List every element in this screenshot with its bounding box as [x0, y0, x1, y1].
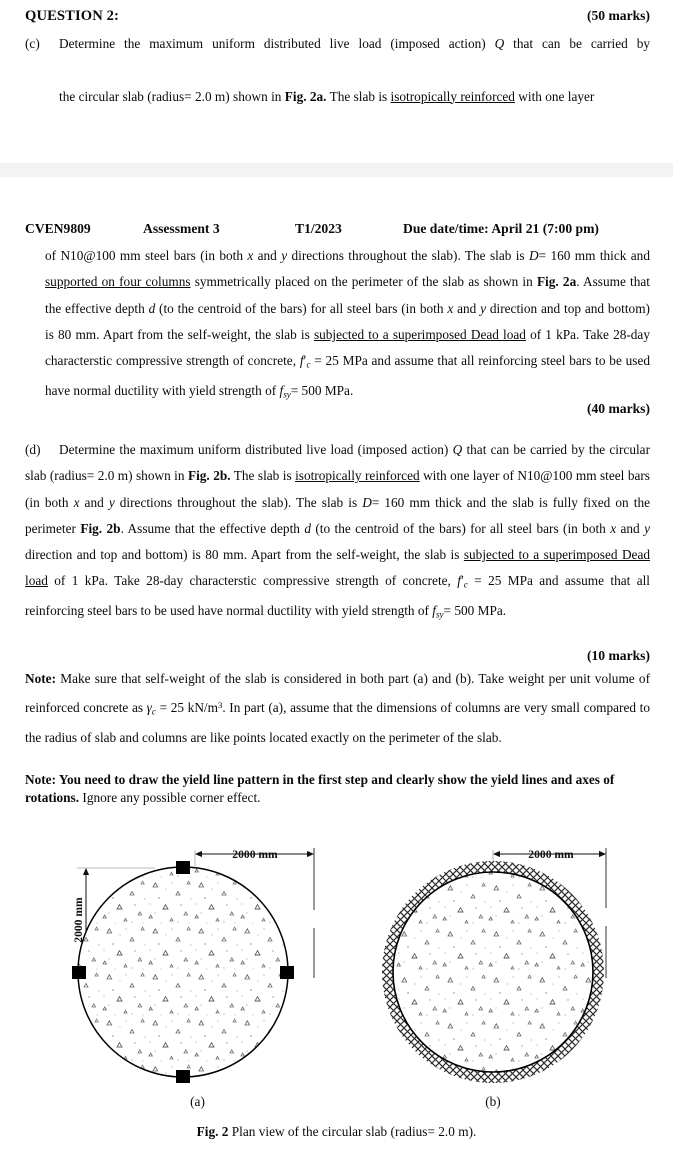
part-c-continuation — [45, 243, 650, 408]
note-1 — [25, 666, 650, 752]
part-c-underline-iso: isotropically reinforced — [390, 88, 515, 104]
page-break-separator — [0, 163, 673, 177]
part-c-text-a: Determine the maximum uniform distributed live load (imposed action) — [59, 36, 495, 51]
note-1-s3: . In part (a), assume that the dimensions of columns are very small compared to the radius of slab and columns are like points located exactly on the perimeter of the slab. — [25, 700, 650, 746]
fig-a-horizontal-dimension: 2000 mm — [232, 848, 278, 861]
pcc-fsy: f — [279, 383, 284, 399]
fig-a-vertical-dimension: 2000 mm — [72, 897, 85, 943]
pcc-s8: direction and top and bottom) is 80 mm. Apart from the self-weight, the slab is — [45, 300, 650, 342]
note-2-rest: Ignore any possible corner effect. — [79, 789, 261, 805]
course-header — [25, 221, 650, 237]
pcc-s11: = 500 MPa. — [290, 383, 354, 399]
pd-Q: Q — [452, 442, 463, 457]
figure-title-rest: Plan view of the circular slab (radius= 2.0 m). — [228, 1124, 477, 1139]
figure-2b-drawing — [348, 832, 638, 1094]
fig-a-caption: (a) — [190, 1094, 205, 1109]
figure-title-bold: Fig. 2 — [196, 1124, 229, 1139]
part-c-text-b: that can be carried by — [504, 36, 650, 51]
figure-2a-drawing — [55, 832, 340, 1094]
due-datetime: Due date/time: April 21 (7:00 pm) — [403, 221, 599, 236]
pd-s10: direction and top and bottom) is 80 mm. Apart from the self-weight, the slab is — [25, 547, 464, 563]
pd-s5b: and — [616, 520, 645, 536]
pd-D: D — [362, 494, 372, 510]
pd-x2: x — [610, 520, 617, 536]
part-c-text-d: The slab is — [326, 88, 391, 104]
pd-s4: with one layer of N10@100 mm steel bars (in both — [25, 468, 650, 510]
pcc-s9: of 1 kPa. Take 28-day characterstic compressive strength of concrete, — [45, 326, 650, 369]
pcc-s6: . Assume that the effective depth — [45, 274, 650, 316]
column-west — [72, 966, 86, 979]
pd-fc-sub: c — [463, 580, 468, 591]
note-2-bold: Note: You need to draw the yield line pattern in the first step and clearly show the yield lines and axes of rotations. — [25, 772, 615, 805]
pd-fsy-sub: sy — [436, 609, 444, 620]
question-marks: (50 marks) — [586, 8, 650, 23]
column-south — [176, 1070, 190, 1083]
pcc-s5: symmetrically placed on the perimeter of the slab as shown in — [190, 274, 537, 290]
pd-underline-dead: subjected to a superimposed Dead load — [25, 547, 650, 589]
part-d-label: (d) — [25, 442, 41, 457]
figure-title — [0, 1124, 673, 1140]
part-c-paragraph — [25, 31, 650, 110]
part-c-text-e: with one layer — [514, 88, 595, 104]
pcc-fc: f — [299, 353, 304, 369]
pd-x: x — [73, 494, 80, 510]
pcc-fc-sub: c — [306, 359, 311, 370]
pd-underline-iso: isotropically reinforced — [295, 468, 420, 484]
note-1-label: Note: — [25, 671, 57, 686]
pcc-underline-columns: supported on four columns — [45, 274, 191, 290]
part-c-label: (c) — [25, 36, 40, 51]
pd-fsy: f — [432, 603, 436, 619]
figure-2a — [55, 832, 340, 1109]
pcc-D: D — [528, 248, 539, 263]
part-c-figref: Fig. 2a. — [284, 88, 327, 104]
pd-fc-prime: ′ — [460, 573, 464, 589]
pd-s2: that can be carried by the circular slab (radius= 2.0 m) shown in — [25, 442, 650, 484]
pcc-s2b: and — [453, 300, 481, 316]
note-1-sup3: 3 — [217, 700, 223, 711]
pcc-s7: (to the centroid of the bars) for all steel bars (in both — [155, 300, 448, 316]
pd-s5: and — [79, 494, 109, 510]
pcc-x: x — [247, 248, 254, 263]
note-1-gamma-sub: c — [151, 707, 156, 718]
pcc-fc-prime: ′ — [303, 353, 307, 369]
pd-s8: . Assume that the effective depth — [120, 520, 305, 536]
pd-s7: = 160 mm thick and the slab is fully fixed on the perimeter — [25, 494, 650, 536]
note-1-s2: = 25 kN/m — [155, 700, 218, 716]
part-d-marks: (10 marks) — [586, 648, 650, 663]
pcc-y: y — [281, 248, 288, 263]
course-code: CVEN9809 — [25, 221, 91, 236]
pcc-figref: Fig. 2a — [536, 274, 577, 290]
part-c-marks: (40 marks) — [586, 401, 650, 416]
part-c-var-Q: Q — [494, 36, 505, 51]
pd-s1: Determine the maximum uniform distributed live load (imposed action) — [59, 442, 453, 457]
pd-d: d — [304, 520, 311, 536]
fig-b-caption: (b) — [485, 1094, 501, 1109]
pd-s12: = 25 MPa and assume that all reinforcing steel bars to be used have normal ductility with yield strength of — [25, 573, 650, 619]
part-d-paragraph — [25, 437, 650, 628]
pcc-y2: y — [480, 300, 487, 316]
pcc-s2: and — [253, 248, 282, 263]
pcc-s3: directions throughout the slab). The slab is — [287, 248, 529, 263]
note-2 — [25, 771, 650, 806]
pd-s3: The slab is — [230, 468, 296, 484]
pd-fc: f — [457, 573, 461, 589]
term-label: T1/2023 — [295, 221, 342, 236]
pd-y2: y — [644, 520, 650, 536]
pd-s6: directions throughout the slab). The slab is — [114, 494, 363, 510]
column-north — [176, 861, 190, 874]
pd-y: y — [108, 494, 115, 510]
pcc-d: d — [148, 300, 156, 316]
fig-b-horizontal-dimension: 2000 mm — [528, 848, 574, 861]
figure-2b — [348, 832, 638, 1109]
assessment-name: Assessment 3 — [143, 221, 220, 236]
column-east — [280, 966, 294, 979]
pd-s11: of 1 kPa. Take 28-day characterstic compressive strength of concrete, — [47, 573, 458, 589]
part-c-text-c: the circular slab (radius= 2.0 m) shown in — [59, 88, 285, 104]
pd-figref-1: Fig. 2b. — [187, 468, 231, 484]
pd-s9: (to the centroid of the bars) for all steel bars (in both — [310, 520, 611, 536]
page-title: QUESTION 2: — [25, 8, 119, 24]
pcc-s10: = 25 MPa and assume that all reinforcing steel bars to be used have normal ductility with yield strength of — [45, 353, 650, 399]
pcc-fsy-sub: sy — [283, 389, 291, 400]
pcc-s4: = 160 mm thick and — [538, 248, 650, 263]
note-1-s1: Make sure that self-weight of the slab is considered in both part (a) and (b). Take weight per unit volume of reinforced concrete as — [25, 671, 650, 716]
pcc-s1: of N10@100 mm steel bars (in both — [45, 248, 248, 263]
pd-s13: = 500 MPa. — [443, 603, 507, 619]
note-1-gamma: γ — [146, 700, 152, 716]
pcc-underline-dead: subjected to a superimposed Dead load — [313, 326, 526, 342]
pd-figref-2: Fig. 2b — [80, 520, 121, 536]
pcc-x2: x — [447, 300, 454, 316]
question-heading-row — [25, 8, 650, 25]
